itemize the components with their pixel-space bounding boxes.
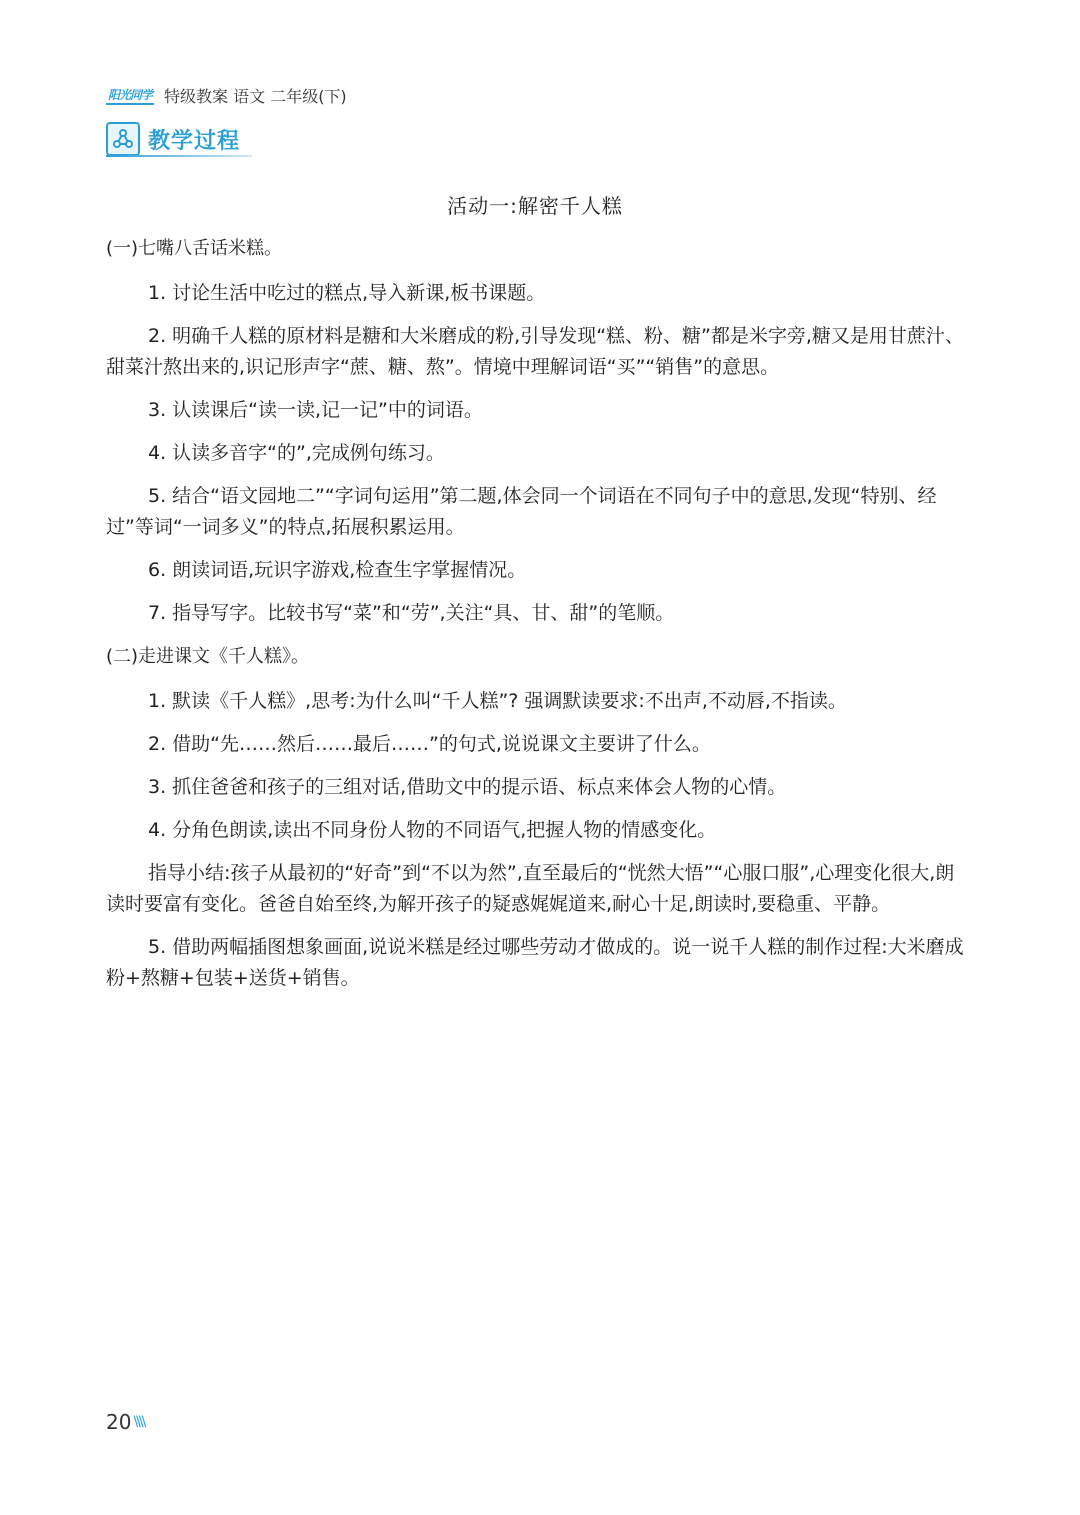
part2-item-1: 1. 默读《千人糕》,思考:为什么叫“千人糕”? 强调默读要求:不出声,不动唇,不指读。 (148, 690, 847, 712)
section-divider (106, 155, 252, 157)
part1-item-6: 6. 朗读词语,玩识字游戏,检查生字掌握情况。 (148, 559, 527, 581)
page-number (106, 1410, 144, 1434)
part1-item-3: 3. 认读课后“读一读,记一记”中的词语。 (148, 399, 483, 421)
part2-item-2: 2. 借助“先……然后……最后……”的句式,说说课文主要讲了什么。 (148, 733, 711, 755)
book-info: 特级教案 语文 二年级(下) (164, 86, 347, 106)
network-icon (106, 122, 140, 156)
brand-logo: 阳光同学 (106, 86, 154, 105)
part1-item-4: 4. 认读多音字“的”,完成例句练习。 (148, 442, 445, 464)
part2-item-3: 3. 抓住爸爸和孩子的三组对话,借助文中的提示语、标点来体会人物的心情。 (148, 776, 787, 798)
guidance-summary: 指导小结:孩子从最初的“好奇”到“不以为然”,直至最后的“恍然大悟”“心服口服”,心理变化很大,朗读时要富有变化。爸爸自始至终,为解开孩子的疑惑娓娓道来,耐心十足,朗读时,要稳重、平静。 (106, 862, 955, 915)
section-heading (106, 121, 252, 157)
section-title: 教学过程 (148, 128, 241, 154)
part1-heading: (一)七嘴八舌话米糕。 (106, 238, 283, 259)
part2-heading: (二)走进课文《千人糕》。 (106, 646, 310, 667)
page-header (106, 82, 347, 108)
part1-item-1: 1. 讨论生活中吃过的糕点,导入新课,板书课题。 (148, 282, 546, 304)
part2-item-5: 5. 借助两幅插图想象画面,说说米糕是经过哪些劳动才做成的。说一说千人糕的制作过程:大米磨成粉+熬糖+包装+送货+销售。 (106, 936, 964, 989)
page-number-text: 20 (106, 1410, 132, 1434)
part1-item-5: 5. 结合“语文园地二”“字词句运用”第二题,体会同一个词语在不同句子中的意思,发现“特别、经过”等词“一词多义”的特点,拓展积累运用。 (106, 485, 937, 538)
page-decoration-icon: \\\\ (133, 1414, 145, 1430)
activity-title: 活动一:解密千人糕 (447, 194, 623, 218)
part1-item-7: 7. 指导写字。比较书写“菜”和“劳”,关注“具、甘、甜”的笔顺。 (148, 602, 675, 624)
lesson-content (106, 190, 964, 1006)
part2-item-4: 4. 分角色朗读,读出不同身份人物的不同语气,把握人物的情感变化。 (148, 819, 717, 841)
part1-item-2: 2. 明确千人糕的原材料是糖和大米磨成的粉,引导发现“糕、粉、糖”都是米字旁,糖又是用甘蔗汁、甜菜汁熬出来的,识记形声字“蔗、糖、熬”。情境中理解词语“买”“销售”的意思。 (106, 325, 964, 378)
